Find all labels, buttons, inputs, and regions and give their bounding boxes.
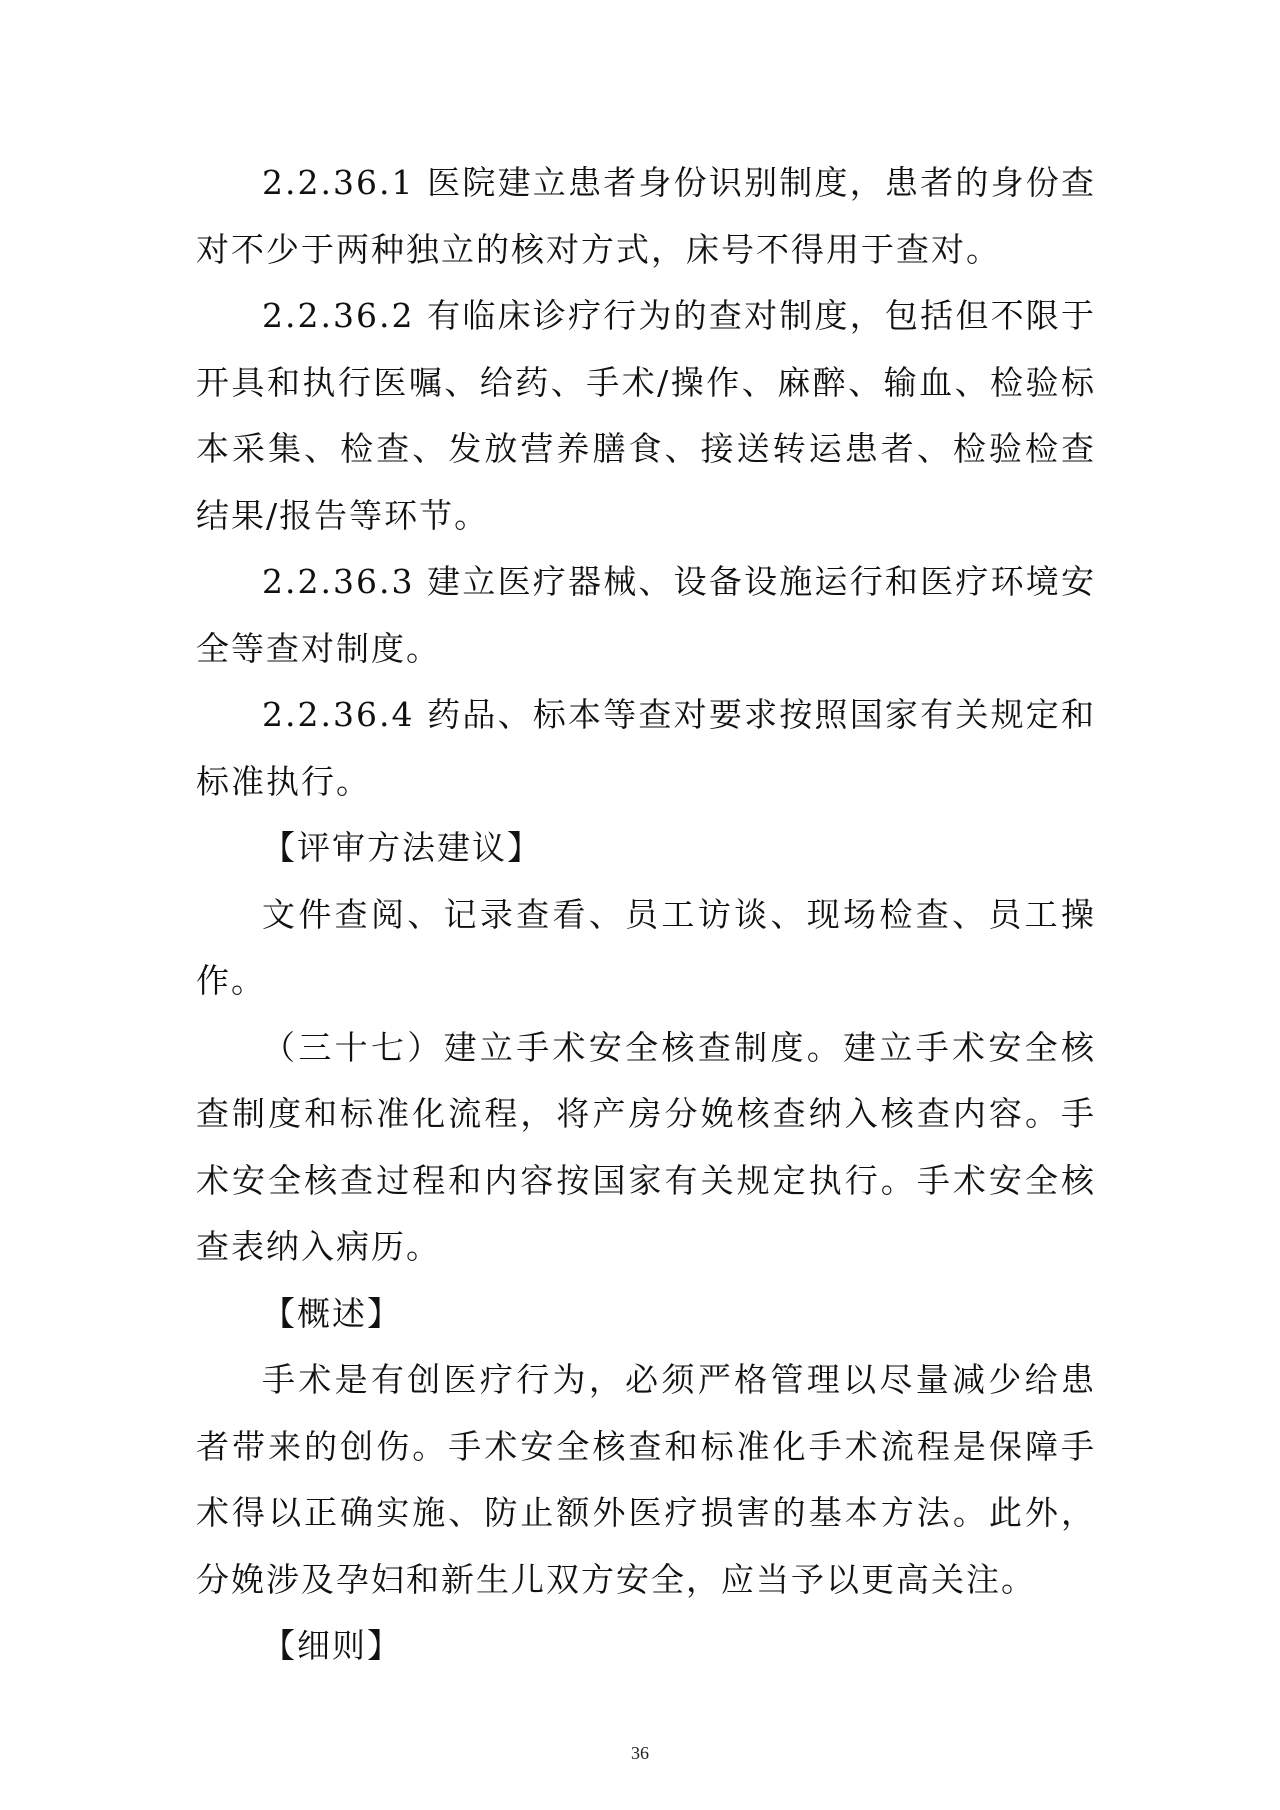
- paragraph-overview: 手术是有创医疗行为，必须严格管理以尽量减少给患者带来的创伤。手术安全核查和标准化手术流程是保障手术得以正确实施、防止额外医疗损害的基本方法。此外，分娩涉及孕妇和新生儿双方安全，应当予以更高关注。: [196, 1360, 1096, 1599]
- document-body: [196, 150, 1096, 1680]
- page-number: 36: [631, 1743, 649, 1763]
- paragraph-review-methods: 文件查阅、记录查看、员工访谈、现场检查、员工操作。: [196, 894, 1096, 1000]
- paragraph-2-2-36-4: 2.2.36.4 药品、标本等查对要求按照国家有关规定和标准执行。: [196, 695, 1096, 801]
- paragraph-2-2-36-3: 2.2.36.3 建立医疗器械、设备设施运行和医疗环境安全等查对制度。: [196, 562, 1096, 668]
- paragraph-2-2-36-2: 2.2.36.2 有临床诊疗行为的查对制度，包括但不限于开具和执行医嘱、给药、手术/操作、麻醉、输血、检验标本采集、检查、发放营养膳食、接送转运患者、检验检查结果/报告等环节。: [196, 296, 1096, 535]
- section-heading-review-methods: 【评审方法建议】: [262, 828, 542, 867]
- section-heading-details: 【细则】: [262, 1626, 402, 1665]
- paragraph-item-37: （三十七）建立手术安全核查制度。建立手术安全核查制度和标准化流程，将产房分娩核查纳入核查内容。手术安全核查过程和内容按国家有关规定执行。手术安全核查表纳入病历。: [196, 1027, 1096, 1266]
- paragraph-2-2-36-1: 2.2.36.1 医院建立患者身份识别制度，患者的身份查对不少于两种独立的核对方式，床号不得用于查对。: [196, 163, 1096, 269]
- section-heading-overview: 【概述】: [262, 1293, 402, 1333]
